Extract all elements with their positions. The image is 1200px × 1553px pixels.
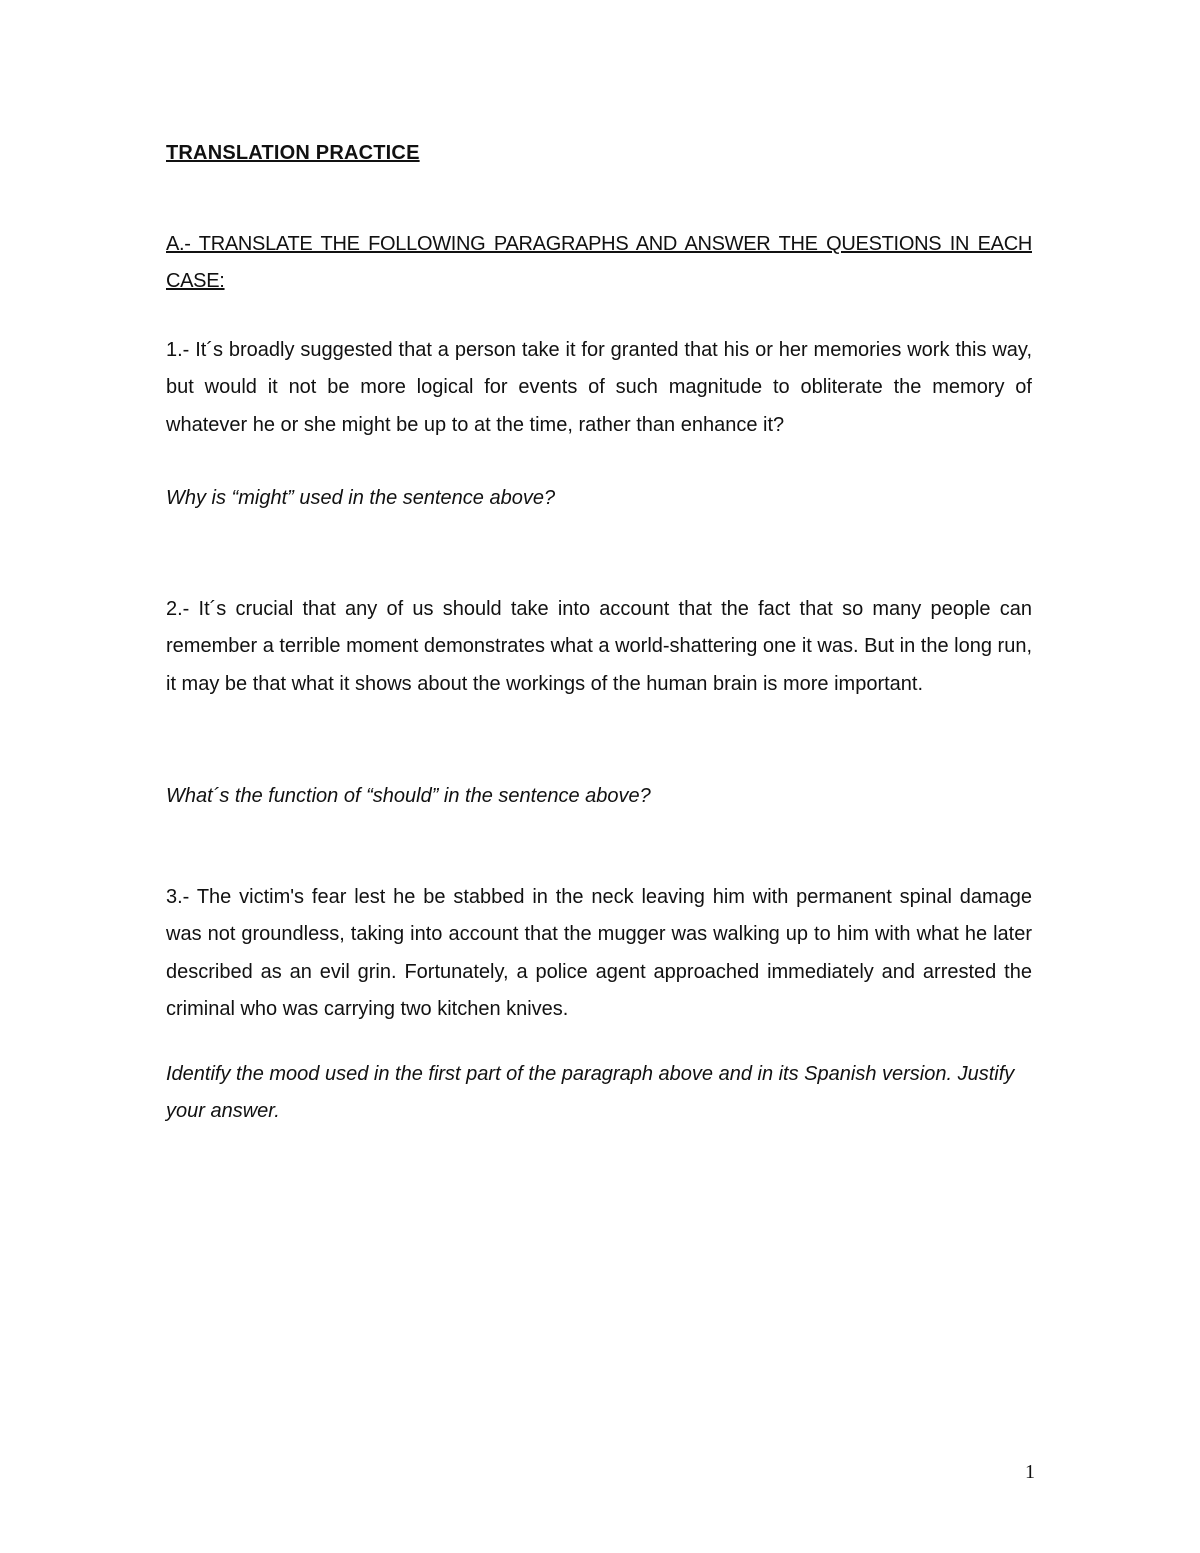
document-title: TRANSLATION PRACTICE: [166, 142, 420, 164]
instruction-heading: A.- TRANSLATE THE FOLLOWING PARAGRAPHS AND ANSWER THE QUESTIONS IN EACH CASE:: [166, 233, 1032, 292]
paragraph-1: 1.- It´s broadly suggested that a person take it for granted that his or her memories work this way, but would it not be more logical for events of such magnitude to obliterate the memory of whatever he or she might be up to at the time, rather than enhance it?: [166, 339, 1032, 436]
paragraph-2: 2.- It´s crucial that any of us should take into account that the fact that so many people can remember a terrible moment demonstrates what a world-shattering one it was. But in the long run, it may be that what it shows about the workings of the human brain is more important.: [166, 598, 1032, 695]
question-1: Why is “might” used in the sentence above?: [166, 487, 556, 509]
paragraph-3: 3.- The victim's fear lest he be stabbed in the neck leaving him with permanent spinal damage was not groundless, taking into account that the mugger was walking up to him with what he later described as an evil grin. Fortunately, a police agent approached immediately and arrested the criminal who was carrying two kitchen knives.: [166, 886, 1032, 1020]
page-number: 1: [1025, 1461, 1035, 1483]
question-2: What´s the function of “should” in the sentence above?: [166, 785, 651, 807]
question-3: Identify the mood used in the first part of the paragraph above and in its Spanish version. Justify your answer.: [166, 1063, 1015, 1122]
